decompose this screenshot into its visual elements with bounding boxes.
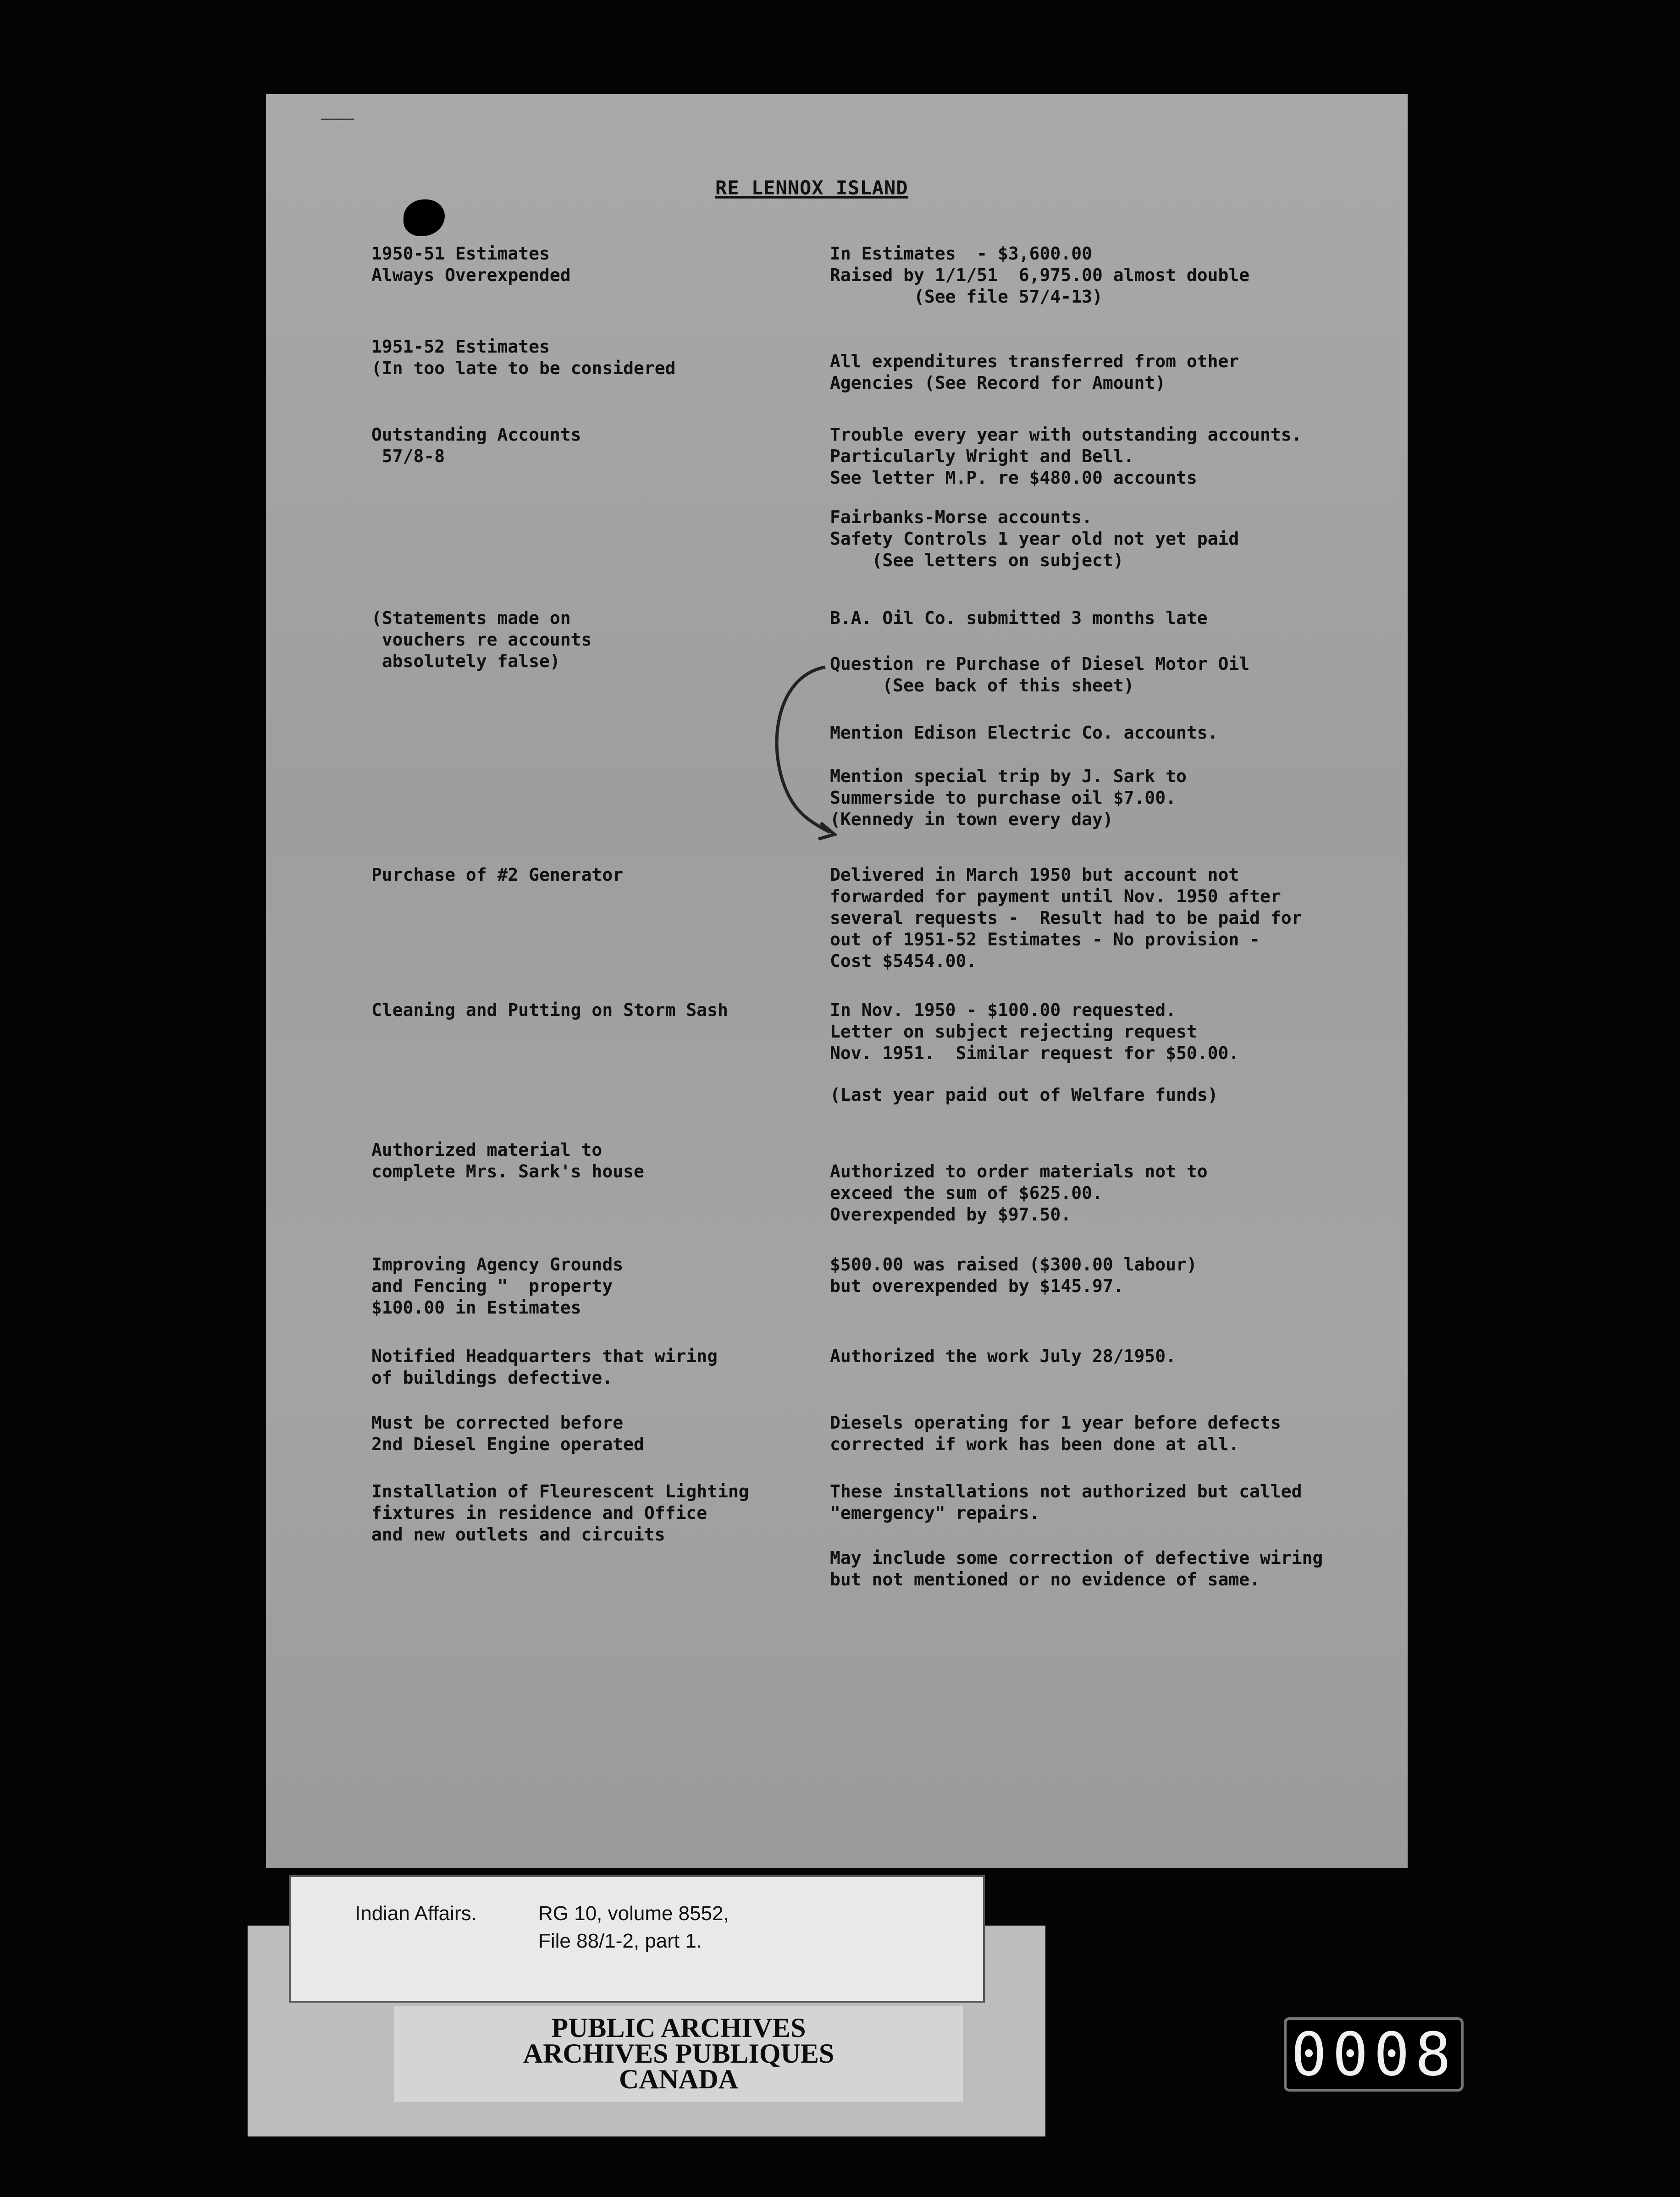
entry-right-text: Delivered in March 1950 but account not forwarded for payment until Nov. 1950 after several requests - Result had to be paid for out of 1951-52 Estimates - No provision - Cost $5454.00. xyxy=(830,865,1302,971)
entry-right-text: B.A. Oil Co. submitted 3 months late xyxy=(830,608,1208,628)
document-page xyxy=(266,94,1408,1868)
entry-left-text: Improving Agency Grounds and Fencing " property $100.00 in Estimates xyxy=(371,1254,624,1318)
page-title: RE LENNOX ISLAND xyxy=(715,177,908,199)
entry-left-text: Cleaning and Putting on Storm Sash xyxy=(371,1000,728,1020)
reference-line1: RG 10, volume 8552, xyxy=(538,1902,729,1925)
corner-mark: ——— xyxy=(321,108,354,129)
entry-right-text: Fairbanks-Morse accounts. Safety Controls 1 year old not yet paid (See letters on subject) xyxy=(830,507,1239,570)
entry-right-text: Diesels operating for 1 year before defects corrected if work has been done at all. xyxy=(830,1413,1281,1454)
entry-left-text: (Statements made on vouchers re accounts absolutely false) xyxy=(371,608,592,671)
entry-left-text: Installation of Fleurescent Lighting fixtures in residence and Office and new outlets and circuits xyxy=(371,1481,749,1545)
entry-left-text: Outstanding Accounts 57/8-8 xyxy=(371,425,581,466)
entry-right-text: May include some correction of defective wiring but not mentioned or no evidence of same. xyxy=(830,1548,1323,1590)
entry-left-text: 1950-51 Estimates Always Overexpended xyxy=(371,243,571,285)
entry-right-text: These installations not authorized but called "emergency" repairs. xyxy=(830,1481,1302,1523)
reference-label xyxy=(289,1875,985,2003)
entry-left-text: Authorized material to complete Mrs. Sark's house xyxy=(371,1140,644,1181)
entry-right-text: $500.00 was raised ($300.00 labour) but overexpended by $145.97. xyxy=(830,1254,1197,1296)
entry-right-text: In Nov. 1950 - $100.00 requested. Letter on subject rejecting request Nov. 1951. Similar request for $50.00. xyxy=(830,1000,1239,1063)
reference-line2: File 88/1-2, part 1. xyxy=(538,1930,702,1952)
entry-right-text: Authorized to order materials not to exceed the sum of $625.00. Overexpended by $97.50. xyxy=(830,1161,1208,1225)
archive-stamp xyxy=(394,2006,963,2102)
entry-left-text: 1951-52 Estimates (In too late to be considered xyxy=(371,337,676,378)
entry-right-text: Mention Edison Electric Co. accounts. xyxy=(830,723,1218,743)
archive-line3: CANADA xyxy=(619,2064,738,2094)
frame-number: 0008 xyxy=(1284,2017,1464,2092)
entry-right-text: Question re Purchase of Diesel Motor Oil (See back of this sheet) xyxy=(830,654,1250,696)
entry-left-text: Purchase of #2 Generator xyxy=(371,865,624,885)
entry-right-text: Trouble every year with outstanding accounts. Particularly Wright and Bell. See letter M.P. re $480.00 accounts xyxy=(830,425,1302,488)
ink-blot xyxy=(403,199,445,236)
archive-line1: PUBLIC ARCHIVES xyxy=(551,2013,806,2043)
entry-right-text: (Last year paid out of Welfare funds) xyxy=(830,1085,1218,1105)
department-text: Indian Affairs. xyxy=(355,1902,477,1925)
entry-right-text: All expenditures transferred from other Agencies (See Record for Amount) xyxy=(830,351,1239,393)
entry-right-text: In Estimates - $3,600.00 Raised by 1/1/51 6,975.00 almost double (See file 57/4-13) xyxy=(830,243,1250,307)
entry-right-text: Mention special trip by J. Sark to Summerside to purchase oil $7.00. (Kennedy in town every day) xyxy=(830,766,1187,829)
entry-left-text: Notified Headquarters that wiring of buildings defective. xyxy=(371,1346,718,1388)
arrow-annotation xyxy=(757,658,848,850)
entry-left-text: Must be corrected before 2nd Diesel Engine operated xyxy=(371,1413,644,1454)
entry-right-text: Authorized the work July 28/1950. xyxy=(830,1346,1176,1366)
archive-line2: ARCHIVES PUBLIQUES xyxy=(523,2038,834,2069)
